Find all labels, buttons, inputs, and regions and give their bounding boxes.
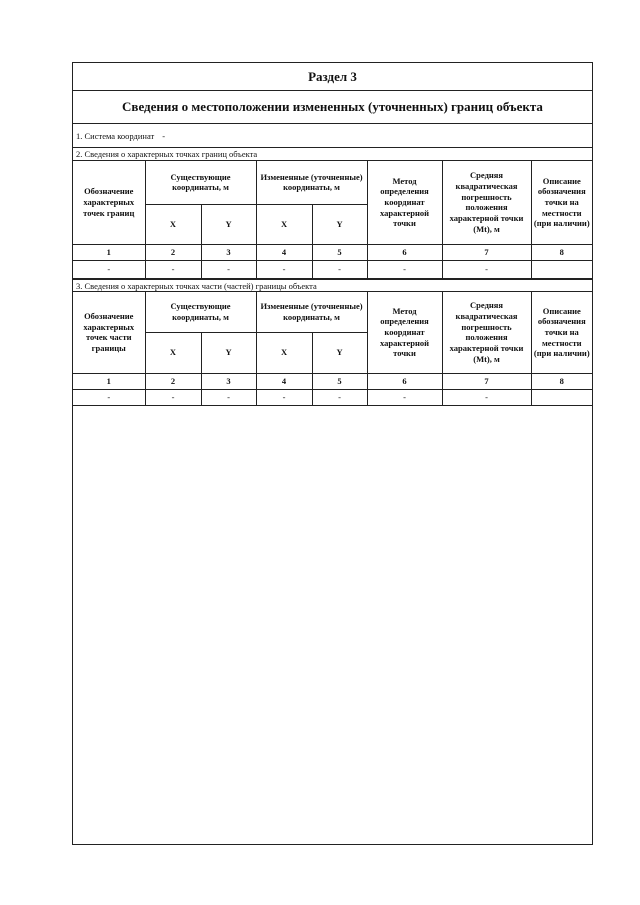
section2-heading: 2. Сведения о характерных точках границ объекта: [73, 148, 592, 161]
table-cell: -: [367, 260, 442, 278]
col-number: 2: [145, 244, 201, 260]
col-number: 1: [73, 373, 145, 389]
col-number: 7: [442, 373, 531, 389]
section-title: Раздел 3: [73, 63, 592, 91]
coordinate-system-value: -: [162, 130, 166, 141]
col-designation-header: Обозначение характерных точек части границы: [73, 292, 145, 373]
col-error-header: Средняя квадратическая погрешность положения характерной точки (Mt), м: [442, 161, 531, 244]
table-cell: -: [145, 389, 201, 405]
coordinate-system-label: 1. Система координат: [76, 130, 155, 141]
col-number: 6: [367, 244, 442, 260]
table-cell: -: [201, 389, 256, 405]
sub-y-existing: Y: [201, 204, 256, 244]
table-cell: -: [145, 260, 201, 278]
sub-x-existing: X: [145, 204, 201, 244]
sub-x-changed: X: [256, 332, 312, 373]
table-cell: -: [442, 260, 531, 278]
sub-y-changed: Y: [312, 332, 367, 373]
col-number: 4: [256, 373, 312, 389]
table-cell: -: [367, 389, 442, 405]
column-number-row: [73, 244, 592, 260]
sub-x-existing: X: [145, 332, 201, 373]
table-cell: -: [73, 260, 145, 278]
section2-table: [73, 161, 592, 279]
col-number: 5: [312, 373, 367, 389]
table-cell: -: [201, 260, 256, 278]
table-cell: [531, 389, 592, 405]
form-sheet: [72, 62, 593, 845]
section3-heading: 3. Сведения о характерных точках части (частей) границы объекта: [73, 279, 592, 292]
col-number: 8: [531, 244, 592, 260]
col-number: 1: [73, 244, 145, 260]
sub-y-existing: Y: [201, 332, 256, 373]
col-changed-header: Измененные (уточненные) координаты, м: [256, 292, 367, 332]
sub-x-changed: X: [256, 204, 312, 244]
col-designation-header: Обозначение характерных точек границ: [73, 161, 145, 244]
col-number: 8: [531, 373, 592, 389]
sub-y-changed: Y: [312, 204, 367, 244]
col-number: 4: [256, 244, 312, 260]
col-description-header: Описание обозначения точки на местности (при наличии): [531, 292, 592, 373]
col-existing-header: Существующие координаты, м: [145, 292, 256, 332]
table-row: [73, 260, 592, 278]
col-method-header: Метод определения координат характерной точки: [367, 161, 442, 244]
col-number: 7: [442, 244, 531, 260]
col-changed-header: Измененные (уточненные) координаты, м: [256, 161, 367, 204]
col-number: 3: [201, 373, 256, 389]
coordinate-system-line: [73, 124, 592, 148]
col-method-header: Метод определения координат характерной точки: [367, 292, 442, 373]
col-number: 3: [201, 244, 256, 260]
section-subtitle: Сведения о местоположении измененных (уточненных) границ объекта: [73, 91, 592, 124]
table-cell: -: [312, 389, 367, 405]
table-cell: -: [256, 389, 312, 405]
table-cell: -: [256, 260, 312, 278]
table-row: [73, 389, 592, 405]
table-cell: [531, 260, 592, 278]
col-error-header: Средняя квадратическая погрешность положения характерной точки (Mt), м: [442, 292, 531, 373]
section3-table: [73, 292, 592, 406]
col-description-header: Описание обозначения точки на местности (при наличии): [531, 161, 592, 244]
col-number: 6: [367, 373, 442, 389]
table-cell: -: [442, 389, 531, 405]
col-number: 2: [145, 373, 201, 389]
col-existing-header: Существующие координаты, м: [145, 161, 256, 204]
table-cell: -: [73, 389, 145, 405]
column-number-row: [73, 373, 592, 389]
table-cell: -: [312, 260, 367, 278]
col-number: 5: [312, 244, 367, 260]
